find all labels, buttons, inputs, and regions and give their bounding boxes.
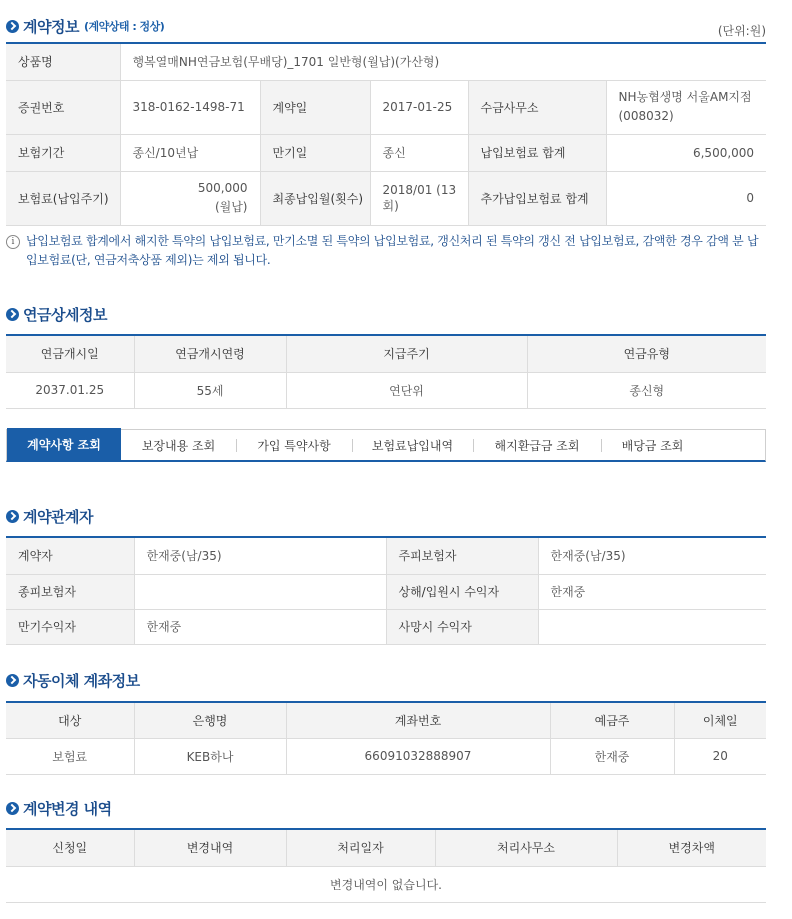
bank-name: KEB하나: [134, 738, 286, 774]
collect-office-label: 수금사무소: [468, 80, 606, 134]
table-row: [6, 372, 766, 408]
arrow-bullet-icon: [6, 802, 19, 815]
collect-office-value: NH농협생명 서울AM지점 (008032): [606, 80, 766, 134]
transfer-day: 20: [674, 738, 766, 774]
contractor-value: 한재중(남/35): [134, 537, 386, 574]
tab-premium-history[interactable]: 보험료납입내역: [352, 430, 473, 460]
column-header: 은행명: [134, 702, 286, 738]
last-paid-label: 최종납입월(횟수): [260, 171, 370, 225]
contract-date-label: 계약일: [260, 80, 370, 134]
injury-beneficiary-value: 한재중: [538, 574, 766, 609]
parties-section-title: 계약관계자: [6, 506, 93, 526]
notice-text: 납입보험료 합계에서 해지한 특약의 납입보험료, 만기소멸 된 특약의 납입보험료, 갱신처리 된 특약의 갱신 전 납입보험료, 감액한 경우 감액 분 납입보험료(단, 연금저축상품 제외)는 제외 됩니다.: [26, 234, 759, 267]
column-header: 계좌번호: [286, 702, 550, 738]
contract-date-value: 2017-01-25: [370, 80, 468, 134]
info-icon: i: [6, 235, 20, 249]
column-header: 신청일: [6, 829, 134, 866]
premium-label: 보험료(납입주기): [6, 171, 120, 225]
injury-beneficiary-label: 상해/입원시 수익자: [386, 574, 538, 609]
column-header: 연금개시연령: [134, 335, 286, 372]
parties-table: [6, 536, 766, 645]
period-value: 종신/10년납: [120, 134, 260, 171]
paid-total-value: 6,500,000: [606, 134, 766, 171]
column-header: 처리일자: [286, 829, 435, 866]
paid-total-label: 납입보험료 합계: [468, 134, 606, 171]
table-header-row: [6, 702, 766, 738]
arrow-bullet-icon: [6, 674, 19, 687]
table-row: [6, 738, 766, 774]
tab-dividend-inquiry[interactable]: 배당금 조회: [601, 430, 704, 460]
policy-no-value: 318-0162-1498-71: [120, 80, 260, 134]
main-insured-value: 한재중(남/35): [538, 537, 766, 574]
autopay-target: 보험료: [6, 738, 134, 774]
last-paid-value: 2018/01 (13회): [370, 171, 468, 225]
policy-no-label: 증권번호: [6, 80, 120, 134]
column-header: 이체일: [674, 702, 766, 738]
death-beneficiary-value: [538, 609, 766, 644]
extra-paid-value: 0: [606, 171, 766, 225]
table-row: [6, 537, 766, 574]
table-row: [6, 574, 766, 609]
maturity-value: 종신: [370, 134, 468, 171]
column-header: 예금주: [550, 702, 674, 738]
tab-coverage-inquiry[interactable]: 보장내용 조회: [141, 438, 216, 453]
maturity-beneficiary-value: 한재중: [134, 609, 386, 644]
sub-insured-label: 종피보험자: [6, 574, 134, 609]
table-header-row: [6, 829, 766, 866]
annuity-section-title: 연금상세정보: [6, 304, 107, 324]
maturity-label: 만기일: [260, 134, 370, 171]
table-row: [6, 866, 766, 902]
column-header: 지급주기: [286, 335, 527, 372]
contract-status: (계약상태 : 정상): [83, 20, 165, 33]
account-number: 66091032888907: [286, 738, 550, 774]
tab-rider-details[interactable]: 가입 특약사항: [236, 430, 352, 460]
notice: [6, 232, 766, 270]
autopay-table: [6, 701, 766, 775]
annuity-start-age: 55세: [134, 372, 286, 408]
annuity-start-date: 2037.01.25: [6, 372, 134, 408]
maturity-beneficiary-label: 만기수익자: [6, 609, 134, 644]
main-insured-label: 주피보험자: [386, 537, 538, 574]
table-row: [6, 171, 766, 225]
annuity-cycle: 연단위: [286, 372, 527, 408]
unit-label: (단위:원): [717, 24, 766, 38]
column-header: 대상: [6, 702, 134, 738]
arrow-bullet-icon: [6, 510, 19, 523]
arrow-bullet-icon: [6, 308, 19, 321]
extra-paid-label: 추가납입보험료 합계: [468, 171, 606, 225]
table-row: [6, 80, 766, 134]
product-value: 행복열매NH연금보험(무배당)_1701 일반형(월납)(가산형): [120, 43, 766, 80]
column-header: 연금유형: [527, 335, 766, 372]
premium-value: 500,000 (월납): [120, 171, 260, 225]
table-header-row: [6, 335, 766, 372]
contract-info-table: [6, 42, 766, 226]
changes-table: [6, 828, 766, 903]
contractor-label: 계약자: [6, 537, 134, 574]
period-label: 보험기간: [6, 134, 120, 171]
column-header: 변경차액: [617, 829, 766, 866]
tab-surrender-value[interactable]: 해지환급금 조회: [473, 430, 601, 460]
column-header: 처리사무소: [435, 829, 617, 866]
account-holder: 한재중: [550, 738, 674, 774]
tab-bar: [6, 429, 766, 462]
column-header: 연금개시일: [6, 335, 134, 372]
arrow-bullet-icon: [6, 20, 19, 33]
table-row: [6, 609, 766, 644]
death-beneficiary-label: 사망시 수익자: [386, 609, 538, 644]
table-row: [6, 43, 766, 80]
tab-contract-inquiry[interactable]: 계약사항 조회: [7, 428, 121, 461]
changes-section-title: 계약변경 내역: [6, 798, 112, 818]
contract-section-title: 계약정보 (계약상태 : 정상): [6, 16, 164, 36]
empty-message: 변경내역이 없습니다.: [6, 866, 766, 902]
annuity-type: 종신형: [527, 372, 766, 408]
annuity-table: [6, 334, 766, 409]
table-row: [6, 134, 766, 171]
column-header: 변경내역: [134, 829, 286, 866]
sub-insured-value: [134, 574, 386, 609]
product-label: 상품명: [6, 43, 120, 80]
autopay-section-title: 자동이체 계좌정보: [6, 670, 140, 690]
